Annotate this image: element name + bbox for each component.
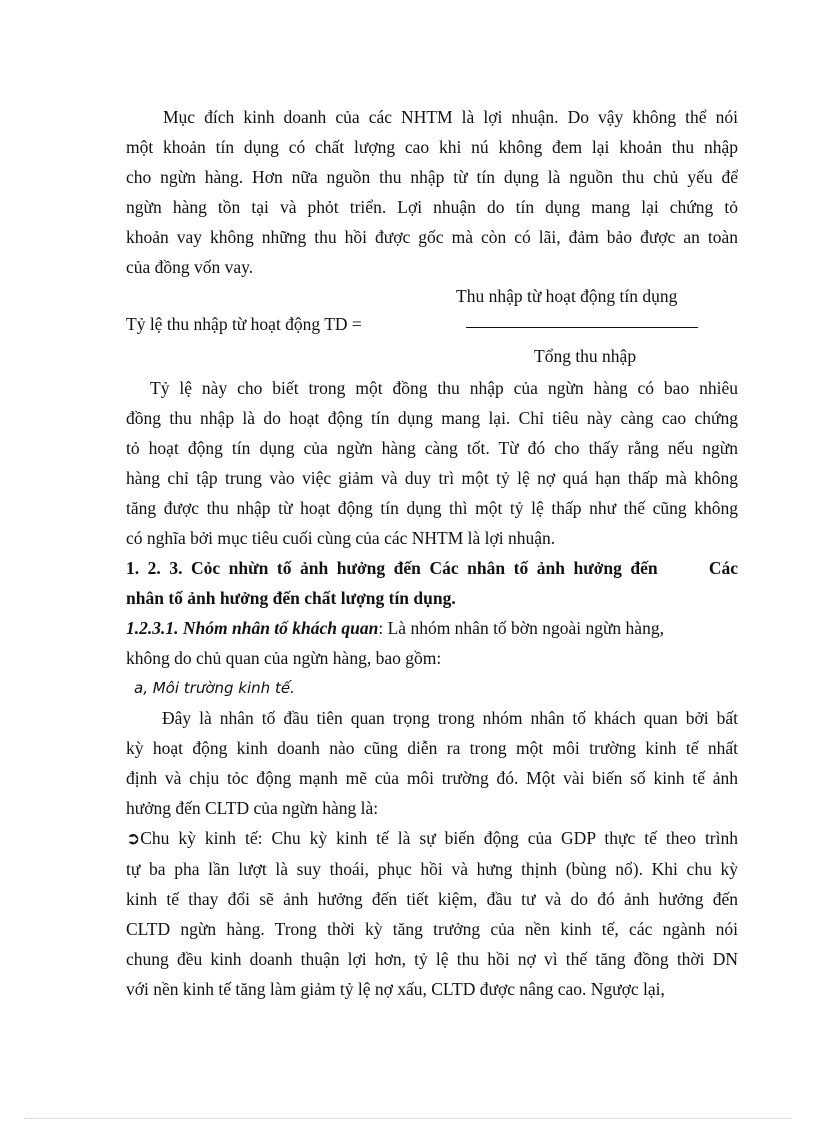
text-line: đồng thu nhập là do hoạt động tín dụng mang lại. Chỉ tiêu này càng cao chứng [126,408,738,428]
text-line: Tỷ lệ này cho biết trong một đồng thu nhập của ngừn hàng có bao nhiêu [150,378,738,398]
text-line: có nghĩa bởi mục tiêu cuối cùng của các NHTM là lợi nhuận. [126,528,556,548]
formula-numerator: Thu nhập từ hoạt động tín dụng [456,286,678,306]
text-line: định và chịu tỏc động mạnh mẽ của môi trường đó. Một vài biến số kinh tế ảnh [126,768,738,788]
heading-line: 1. 2. 3. Cỏc nhừn tố ảnh hưởng đến Các nhân tố ảnh hưởng đến Các [126,558,738,578]
text-line: kỳ hoạt động kinh doanh nào cũng diễn ra trong một môi trường kinh tế nhất [126,738,738,758]
page-bottom-divider [24,1118,792,1119]
text-line: CLTD ngừn hàng. Trong thời kỳ tăng trưởng của nền kinh tế, các ngành nói [126,919,738,939]
text-line: với nền kinh tế tăng làm giảm tỷ lệ nợ xấu, CLTD được nâng cao. Ngược lại, [126,979,665,999]
text-line: tăng được thu nhập từ hoạt động tín dụng thì một tỷ lệ thấp như thế cũng không [126,498,738,518]
text-line [126,613,738,643]
text-line [126,823,738,854]
section-heading-1-2-3 [126,553,738,613]
subsection-intro: : Là nhóm nhân tố bờn ngoài ngừn hàng, [378,618,664,638]
text-line: tự ba pha lần lượt là suy thoái, phục hồi và hưng thịnh (bùng nổ). Khi chu kỳ [126,859,738,879]
heading-line: nhân tố ảnh hưởng đến chất lượng tín dụng. [126,588,456,608]
text-line: của đồng vốn vay. [126,257,254,277]
paragraph-business-cycle [126,823,738,1004]
paragraph-profit-purpose [126,102,738,282]
formula-fraction-bar [466,327,698,328]
list-item-a [126,673,738,703]
text-line: Đây là nhân tố đầu tiên quan trọng trong nhóm nhân tố khách quan bởi bất [162,708,738,728]
text-line: không do chủ quan của ngừn hàng, bao gồm: [126,648,442,668]
text-line: hưởng đến CLTD của ngừn hàng là: [126,798,379,818]
text-line: một khoản tín dụng có chất lượng cao khi nú không đem lại khoản thu nhập [126,137,738,157]
subsection-objective-factors [126,613,738,673]
text-line: khoản vay không những thu hồi được gốc mà còn có lãi, đảm bảo được an toàn [126,227,738,247]
text-line: kinh tế thay đổi sẽ ảnh hưởng đến tiết kiệm, đầu tư và do đó ảnh hưởng đến [126,889,738,909]
formula-label: Tỷ lệ thu nhập từ hoạt động TD = [126,314,362,334]
formula-denominator: Tổng thu nhập [534,346,637,366]
text-line: ngừn hàng tồn tại và phỏt triển. Lợi nhuận do tín dụng mang lại chứng tỏ [126,197,738,217]
text-line: chung đều kinh doanh thuận lợi hơn, tỷ lệ thu hồi nợ vì thế tăng đồng thời DN [126,949,738,969]
text-line: cho ngừn hàng. Hơn nữa nguồn thu nhập từ tín dụng là nguồn thu chủ yếu để [126,167,738,187]
arrow-bullet-icon: ➲ [126,829,141,849]
subsection-title: 1.2.3.1. Nhóm nhân tố khách quan [126,618,379,638]
text-line: tỏ hoạt động tín dụng của ngừn hàng càng tốt. Từ đó cho thấy rằng nếu ngừn [126,438,738,458]
paragraph-economic-environment [126,703,738,823]
text-line: Mục đích kinh doanh của các NHTM là lợi nhuận. Do vậy không thể nói [163,107,738,127]
text-line: hàng chỉ tập trung vào việc giảm và duy trì một tỷ lệ nợ quá hạn thấp mà không [126,468,738,488]
bullet-text: Chu kỳ kinh tế: Chu kỳ kinh tế là sự biến động của GDP thực tế theo trình [140,828,738,848]
item-a-text: a, Môi trường kinh tế. [134,679,295,697]
paragraph-ratio-explanation [126,373,738,553]
